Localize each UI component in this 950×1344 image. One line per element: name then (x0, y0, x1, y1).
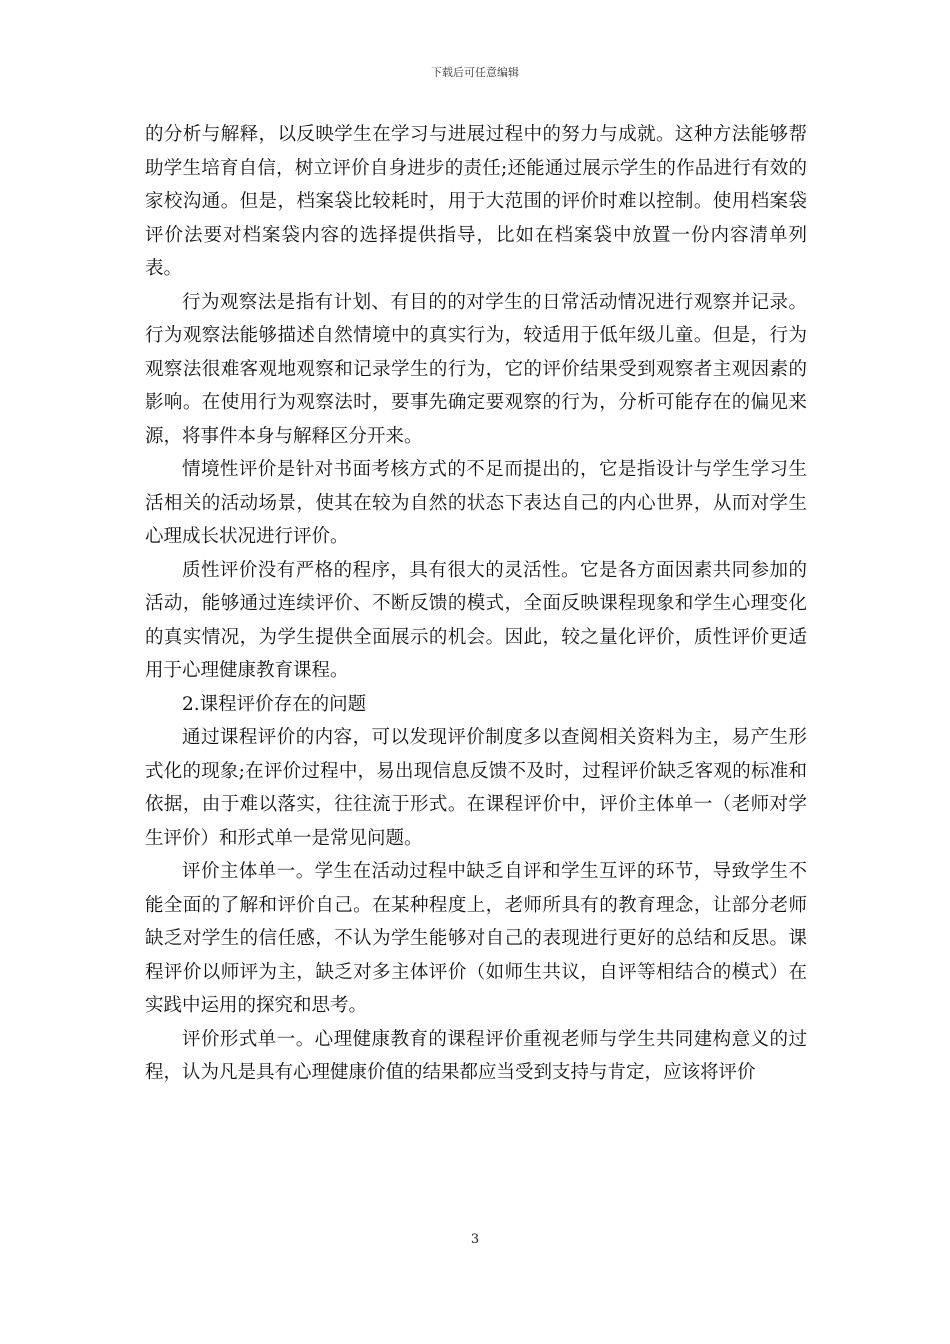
document-body (145, 118, 807, 1090)
page-number: 3 (470, 1232, 480, 1247)
paragraph-5: 通过课程评价的内容，可以发现评价制度多以查阅相关资料为主，易产生形式化的现象;在评价过程中，易出现信息反馈不及时，过程评价缺乏客观的标准和依据，由于难以落实，往往流于形式。在课程评价中，评价主体单一（老师对学生评价）和形式单一是常见问题。 (145, 727, 807, 849)
paragraph-2: 行为观察法是指有计划、有目的的对学生的日常活动情况进行观察并记录。行为观察法能够描述自然情境中的真实行为，较适用于低年级儿童。但是，行为观察法很难客观地观察和记录学生的行为，它的评价结果受到观察者主观因素的影响。在使用行为观察法时，要事先确定要观察的行为，分析可能存在的偏见来源，将事件本身与解释区分开来。 (145, 291, 807, 447)
paragraph-4: 质性评价没有严格的程序，具有很大的灵活性。它是各方面因素共同参加的活动，能够通过连续评价、不断反馈的模式，全面反映课程现象和学生心理变化的真实情况，为学生提供全面展示的机会。因此，较之量化评价，质性评价更适用于心理健康教育课程。 (145, 559, 807, 681)
paragraph-6: 评价主体单一。学生在活动过程中缺乏自评和学生互评的环节，导致学生不能全面的了解和评价自己。在某种程度上，老师所具有的教育理念，让部分老师缺乏对学生的信任感，不认为学生能够对自己的表现进行更好的总结和反思。课程评价以师评为主，缺乏对多主体评价（如师生共议，自评等相结合的模式）在实践中运用的探究和思考。 (145, 861, 807, 1016)
paragraph-7: 评价形式单一。心理健康教育的课程评价重视老师与学生共同建构意义的过程，认为凡是具有心理健康价值的结果都应当受到支持与肯定，应该将评价 (145, 1028, 807, 1083)
paragraph-1: 的分析与解释，以反映学生在学习与进展过程中的努力与成就。这种方法能够帮助学生培育自信，树立评价自身进步的责任;还能通过展示学生的作品进行有效的家校沟通。但是，档案袋比较耗时，用于大范围的评价时难以控制。使用档案袋评价法要对档案袋内容的选择提供指导，比如在档案袋中放置一份内容清单列表。 (145, 124, 807, 279)
paragraph-3: 情境性评价是针对书面考核方式的不足而提出的，它是指设计与学生学习生活相关的活动场景，使其在较为自然的状态下表达自己的内心世界，从而对学生心理成长状况进行评价。 (145, 459, 807, 547)
page-header: 下载后可任意编辑 (431, 66, 519, 79)
section-heading: 2.课程评价存在的问题 (182, 693, 367, 715)
